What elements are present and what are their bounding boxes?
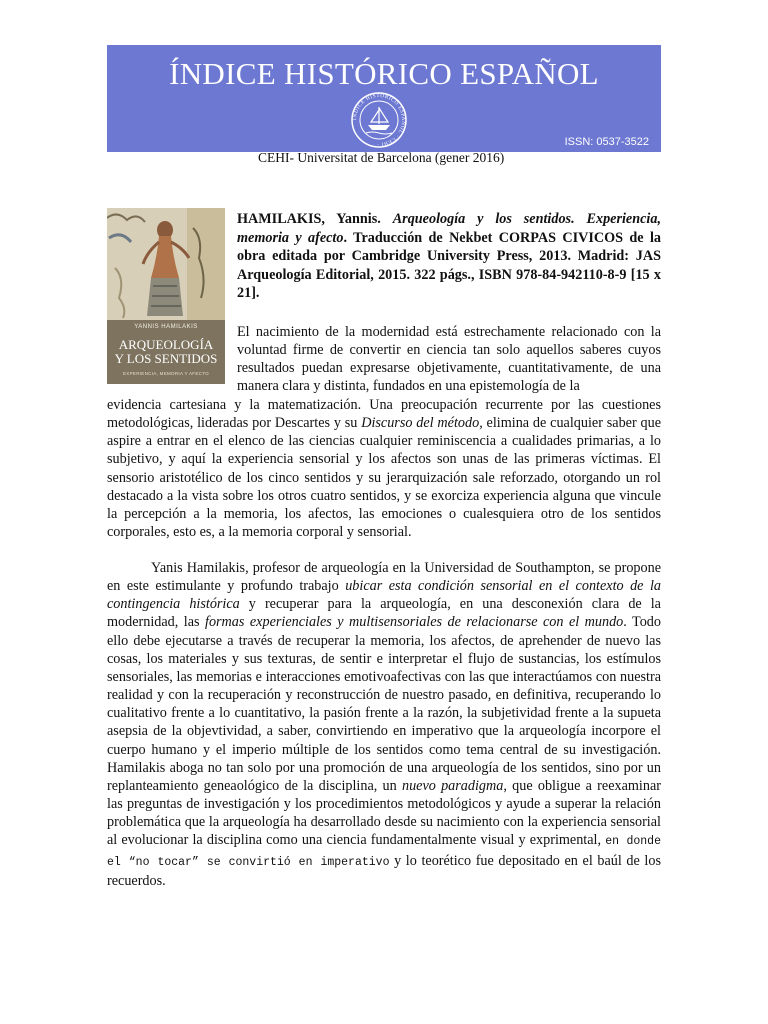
reference-title: Arqueología y los sentidos. Experiencia, memoria y afecto [237, 211, 661, 246]
journal-seal-icon [350, 91, 408, 149]
journal-banner [107, 45, 661, 152]
paragraph-1-continued [107, 396, 661, 541]
p1-text-b: , elimina de cualquier saber que aspire a entrar en el elenco de las ciencias cualquier reminiscencia a cualidades primarias, a lo subjetivo, y aquí la experiencia sensorial y los afectos son unas de las primeras víctimas. El sensorio aristotélico de los cinco sentidos y su jerarquización sale reforzado, otorgando un rol destacado a la vista sobre los otros cuatro sentidos, y se exorciza experiencia alguna que vincule la percepción a la memoria, los afectos, las emociones o cualesquiera otro de los sentidos corporales, esto es, a la memoria corporal y sensorial. [107, 415, 661, 541]
p2-mono-quote: en donde el “no tocar” se convirtió en imperativo [107, 835, 661, 869]
p2-italic-c: nuevo paradigma [401, 777, 504, 794]
p2-text-d: , que obligue a reexaminar las preguntas de investigación y los procedimientos metodológicos y ayude a superar la relación problemática que la arqueología ha desarrollado desde su nacimiento con la experiencia sensorial al evolucionar la disciplina como una ciencia fundamentalmente visual y exprimental, [107, 777, 661, 849]
journal-title: ÍNDICE HISTÓRICO ESPAÑOL [169, 56, 599, 91]
paragraph-2 [107, 559, 661, 890]
issn-label: ISSN: 0537-3522 [564, 136, 649, 148]
seal-text: ÍNDICE HISTÓRICO ESPAÑOL · CEHI · [351, 92, 407, 148]
institution-subheader: CEHI- Universitat de Barcelona (gener 2016) [258, 150, 505, 165]
p1-italic-discurso: Discurso del método [361, 415, 480, 432]
p2-text-b: y recuperar para la arqueología, en una desconexión clara de la modernidad, las [107, 596, 661, 631]
p2-text-e: y lo teorético fue depositado en el baúl de los recuerdos. [107, 852, 661, 889]
cover-title-line1: ARQUEOLOGÍA [118, 337, 214, 352]
cover-title [109, 338, 223, 366]
p2-text-a: Yanis Hamilakis, profesor de arqueología en la Universidad de Southampton, se propone en este estimulante y profundo trabajo [107, 560, 661, 595]
p1-text-a: evidencia cartesiana y la matematización. Una preocupación recurrente por las cuestiones metodológicas, lideradas por Descartes y su [107, 397, 661, 432]
reference-author: HAMILAKIS, Yannis. [237, 211, 393, 227]
p2-italic-b: formas experienciales y multisensoriales de relacionarse con el mundo [205, 614, 624, 631]
book-cover-image [107, 208, 225, 384]
p2-text-c: . Todo ello debe ejecutarse a través de recuperar la memoria, los afectos, de aprehender de nuevo las cosas, los materiales y sus texturas, de sentir e interpretar el flujo de sustancias, los estímulos sensoriales, las memorias e interacciones emotivoafectivas con las que interactúamos con nuestra realidad y con la recuperación y reconstrucción de nuestro pasado, en definitiva, recuperando lo cualitativo frente a lo cuantitativo, la pasión frente a la razón, la subjetividad frente a la supueta asepsia de la objevtividad, a saber, convirtiendo en imperativo que la arqueología incorpore el cuerpo humano y el imperio múltiple de los sentidos como tema central de su investigación. Hamilakis aboga no tan solo por una promoción de una arqueología de los sentidos, sino por un replanteamiento geneaológico de la disciplina, un [107, 614, 661, 794]
bibliographic-reference [237, 210, 661, 303]
cover-subtitle: EXPERIENCIA, MEMORIA Y AFECTO [123, 371, 209, 376]
paragraph-1-start: El nacimiento de la modernidad está estrechamente relacionado con la voluntad firme de convertir en ciencia tan solo aquellos saberes cuyos resultados puedan expresarse objetivamente, cuantitativamente, de una manera clara y distinta, fundados en una epistemología de la [237, 324, 661, 395]
cover-author: YANNIS HAMILAKIS [134, 324, 198, 330]
reference-details: . Traducción de Nekbet CORPAS CIVICOS de la obra editada por Cambridge University Press, 2013. Madrid: JAS Arqueología Editorial, 2015. 322 págs., ISBN 978-84-942110-8-9 [15 x 21]. [237, 229, 661, 302]
p2-italic-a: ubicar esta condición sensorial en el contexto de la contingencia histórica [107, 578, 661, 613]
cover-title-line2: Y LOS SENTIDOS [114, 351, 218, 366]
